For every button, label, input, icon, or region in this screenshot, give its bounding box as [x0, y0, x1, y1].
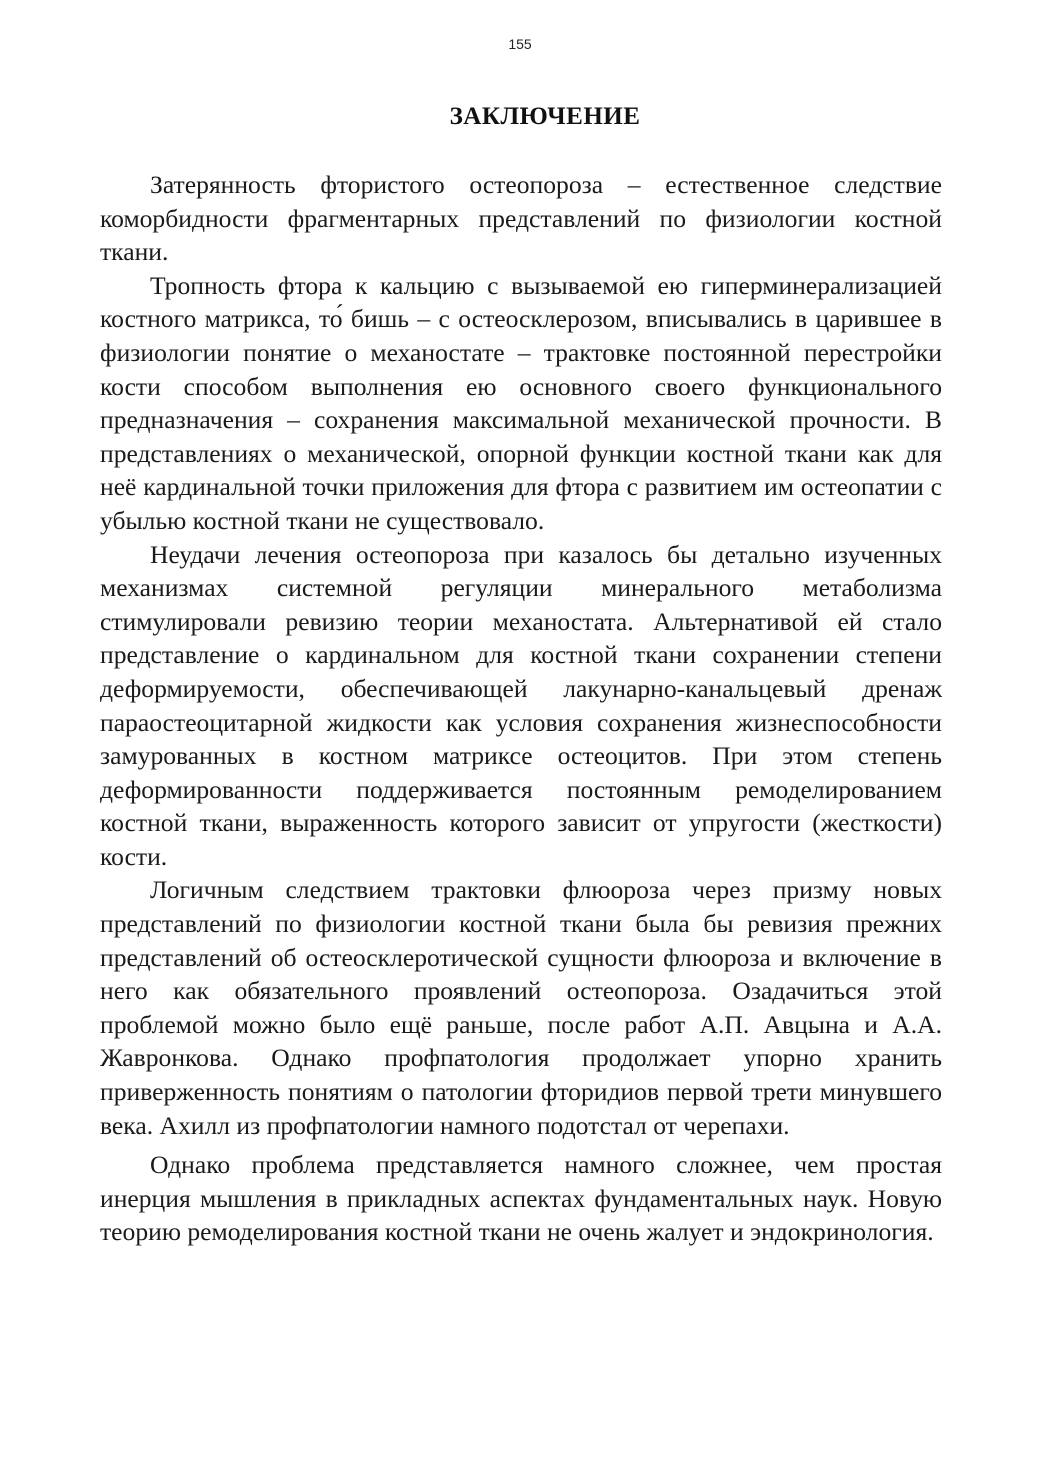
paragraph-2: Тропность фтора к кальцию с вызываемой ею гиперминерализацией костного матрикса, то́ бишь – с остеосклерозом, вписывались в царившее в физиологии понятие о механостате – трактовке постоянной перестройки кости способом выполнения ею основного своего функционального предназначения – сохранения максимальной механической прочности. В представлениях о механической, опорной функции костной ткани как для неё кардинальной точки приложения для фтора с развитием им остеопатии с убылью костной ткани не существовало.: [100, 270, 942, 535]
paragraph-1: Затерянность фтористого остеопороза – естественное следствие коморбидности фрагментарных представлений по физиологии костной ткани.: [100, 170, 942, 267]
paragraph-3: Неудачи лечения остеопороза при казалось бы детально изученных механизмах системной регуляции минерального метаболизма стимулировали ревизию теории механостата. Альтернативой ей стало представление о кардинальном для костной ткани сохранении степени деформируемости, обеспечивающей лакунарно-канальцевый дренаж параостеоцитарной жидкости как условия сохранения жизнеспособности замурованных в костном матриксе остеоцитов. При этом степень деформированности поддерживается постоянным ремоделированием костной ткани, выраженность которого зависит от упругости (жесткости) кости.: [100, 539, 942, 871]
paragraph-4: Логичным следствием трактовки флюороза через призму новых представлений по физиологии костной ткани была бы ревизия прежних представлений об остеосклеротической сущности флюороза и включение в него как обязательного проявлений остеопороза. Озадачиться этой проблемой можно было ещё раньше, после работ А.П. Авцына и А.А. Жавронкова. Однако профпатология продолжает упорно хранить приверженность понятиям о патологии фторидиов первой трети минувшего века. Ахилл из профпатологии намного подотстал от черепахи.: [100, 875, 942, 1140]
body-text: [100, 168, 942, 1249]
paragraph-5: Однако проблема представляется намного сложнее, чем простая инерция мышления в прикладных аспектах фундаментальных наук. Новую теорию ремоделирования костной ткани не очень жалует и эндокринология.: [100, 1150, 942, 1247]
page-number: 155: [508, 36, 532, 52]
chapter-title: ЗАКЛЮЧЕНИЕ: [449, 103, 641, 130]
